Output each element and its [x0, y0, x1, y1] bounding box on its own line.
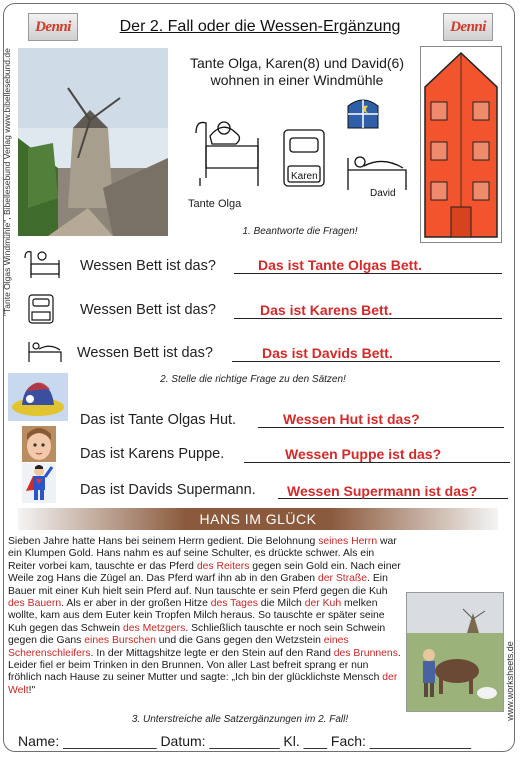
question-1-text: Wessen Bett ist das?	[80, 258, 216, 274]
answer-2: Das ist Karens Bett.	[260, 302, 393, 318]
david-bed-label: David	[370, 188, 396, 199]
page-title: Der 2. Fall oder die Wessen-Ergänzung	[119, 18, 401, 35]
instruction-1: 1. Beantworte die Fragen!	[242, 226, 358, 237]
statement-1-text: Das ist Tante Olgas Hut.	[80, 412, 237, 428]
hat-image	[8, 373, 68, 421]
beds-illustration	[188, 98, 418, 214]
instruction-2: 2. Stelle die richtige Frage zu den Sätzen!	[160, 374, 346, 385]
intro-line-2: wohnen in einer Windmühle	[210, 72, 384, 88]
statement-1-answer: Wessen Hut ist das?	[283, 411, 420, 427]
logo-right: Denni	[443, 13, 493, 41]
karen-bed-icon	[26, 292, 56, 326]
windmill-photo	[18, 48, 168, 236]
windmill-drawing	[420, 46, 502, 243]
statement-3-answer: Wessen Supermann ist das?	[287, 483, 478, 499]
story-text: Sieben Jahre hatte Hans bei seinem Herrn gedient. Die Belohnung seines Herrn war ein Klumpen Gold. Hans nahm es auf seine Schulter, es drückte schwer. Als ein Reiter vorbei kam, tauschte er das Pferd des Reiters gegen sein Gold ein. Nach einer Weile zog Hans die Zügel an. Das Pferd warf ihn ab in den Graben der Straße. Ein Bauer mit einer Kuh hielt sein Pferd auf. Nun tauschte er sein Pferd gegen die Kuh des Bauern. Als er aber in der großen Hitze des Tages die Milch der Kuh melken wollte, kam aus dem Euter kein Tropfen Milch heraus. So tauschte er später seine Kuh gegen das Schwein des Metzgers. Schließlich tauschte er noch sein Schwein gegen die Gans eines Burschen und die Gans gegen den Wetzstein eines Scherenschleifers. In der Mittagshitze legte er den Stein auf den Rand des Brunnens. Leider fiel er beim Trinken in den Brunnen. Von aller Last befreit sprang er nun fröhlich nach Hause zu seiner Mutter und sagte: „Ich bin der glücklichste Mensch der Welt!"	[8, 536, 401, 696]
instruction-3: 3. Unterstreiche alle Satzergänzungen im 2. Fall!	[131, 714, 349, 725]
superman-image	[22, 463, 56, 503]
answer-3: Das ist Davids Bett.	[262, 345, 393, 361]
olga-bed-label: Tante Olga	[188, 198, 242, 210]
karen-bed-label: Karen	[291, 171, 318, 182]
question-2-text: Wessen Bett ist das?	[80, 302, 216, 318]
intro-text	[168, 55, 426, 89]
logo-left: Denni	[28, 13, 78, 41]
olga-bed-icon	[22, 244, 62, 284]
story-illustration	[406, 592, 504, 712]
intro-line-1: Tante Olga, Karen(8) und David(6)	[190, 55, 404, 71]
statement-3-text: Das ist Davids Supermann.	[80, 482, 256, 498]
name-date-footer[interactable]: Name: ____________ Datum: _________ Kl. ___ Fach: _____________	[18, 733, 472, 749]
david-bed-icon	[25, 336, 65, 366]
statement-2-answer: Wessen Puppe ist das?	[285, 446, 442, 462]
question-3-text: Wessen Bett ist das?	[77, 345, 213, 361]
website-side-text: www.worksheets.de	[505, 641, 515, 721]
story-banner: HANS IM GLÜCK	[18, 508, 498, 530]
statement-2-text: Das ist Karens Puppe.	[80, 446, 225, 462]
doll-image	[22, 426, 56, 462]
copyright-side-text: "Tante Olgas Windmühle", Bibellesebund Verlag www.bibellesebund.de	[2, 48, 12, 316]
answer-1: Das ist Tante Olgas Bett.	[258, 257, 422, 273]
